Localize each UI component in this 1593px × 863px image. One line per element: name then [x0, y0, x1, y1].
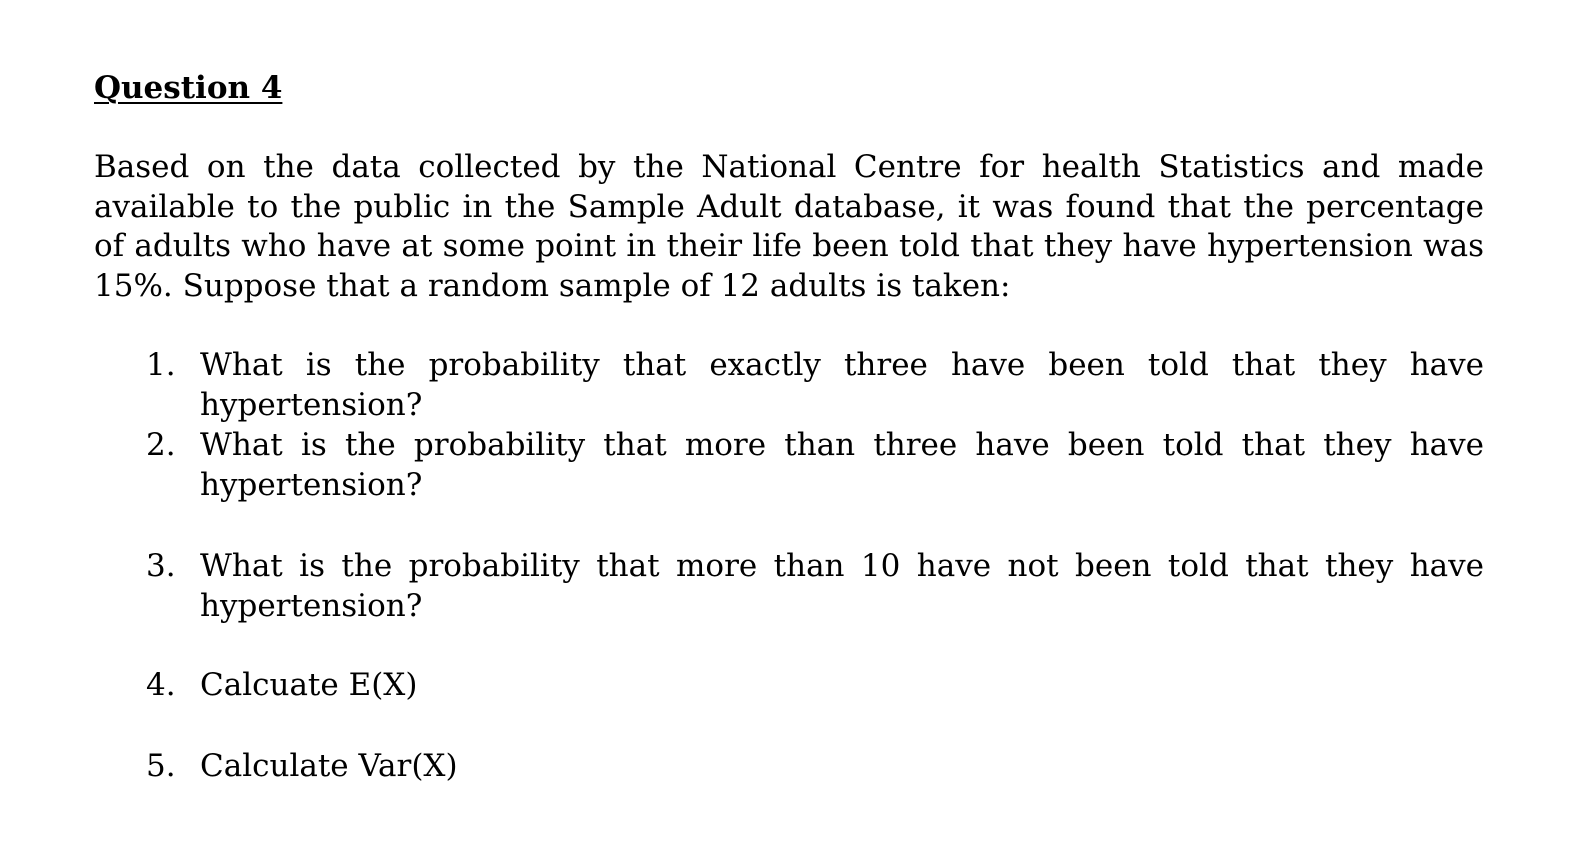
question-item-number: 3.: [146, 548, 176, 584]
question-item-number: 1.: [146, 347, 176, 383]
question-item-text: What is the probability that exactly three have been told that they have hypertension?: [200, 347, 1484, 423]
question-intro: Based on the data collected by the National Centre for health Statistics and made available to the public in the Sample Adult database, it was found that the percentage of adults who have at some point in their life been told that they have hypertension was 15%. Suppose that a random sample of 12 adults is taken:: [94, 149, 1484, 304]
question-item-number: 5.: [146, 748, 176, 784]
question-item-text: What is the probability that more than 10 have not been told that they have hypertension?: [200, 548, 1484, 624]
question-item-text: What is the probability that more than three have been told that they have hypertension?: [200, 427, 1484, 503]
question-item: [146, 747, 1484, 787]
question-item: [146, 346, 1484, 425]
question-item: [146, 426, 1484, 505]
question-item: [146, 547, 1484, 626]
question-item-number: 2.: [146, 427, 176, 463]
question-title: Question 4: [94, 70, 283, 106]
question-item-text: Calcuate E(X): [200, 667, 418, 703]
question-item-number: 4.: [146, 667, 176, 703]
question-item-text: Calculate Var(X): [200, 748, 458, 784]
question-item: [146, 666, 1484, 706]
